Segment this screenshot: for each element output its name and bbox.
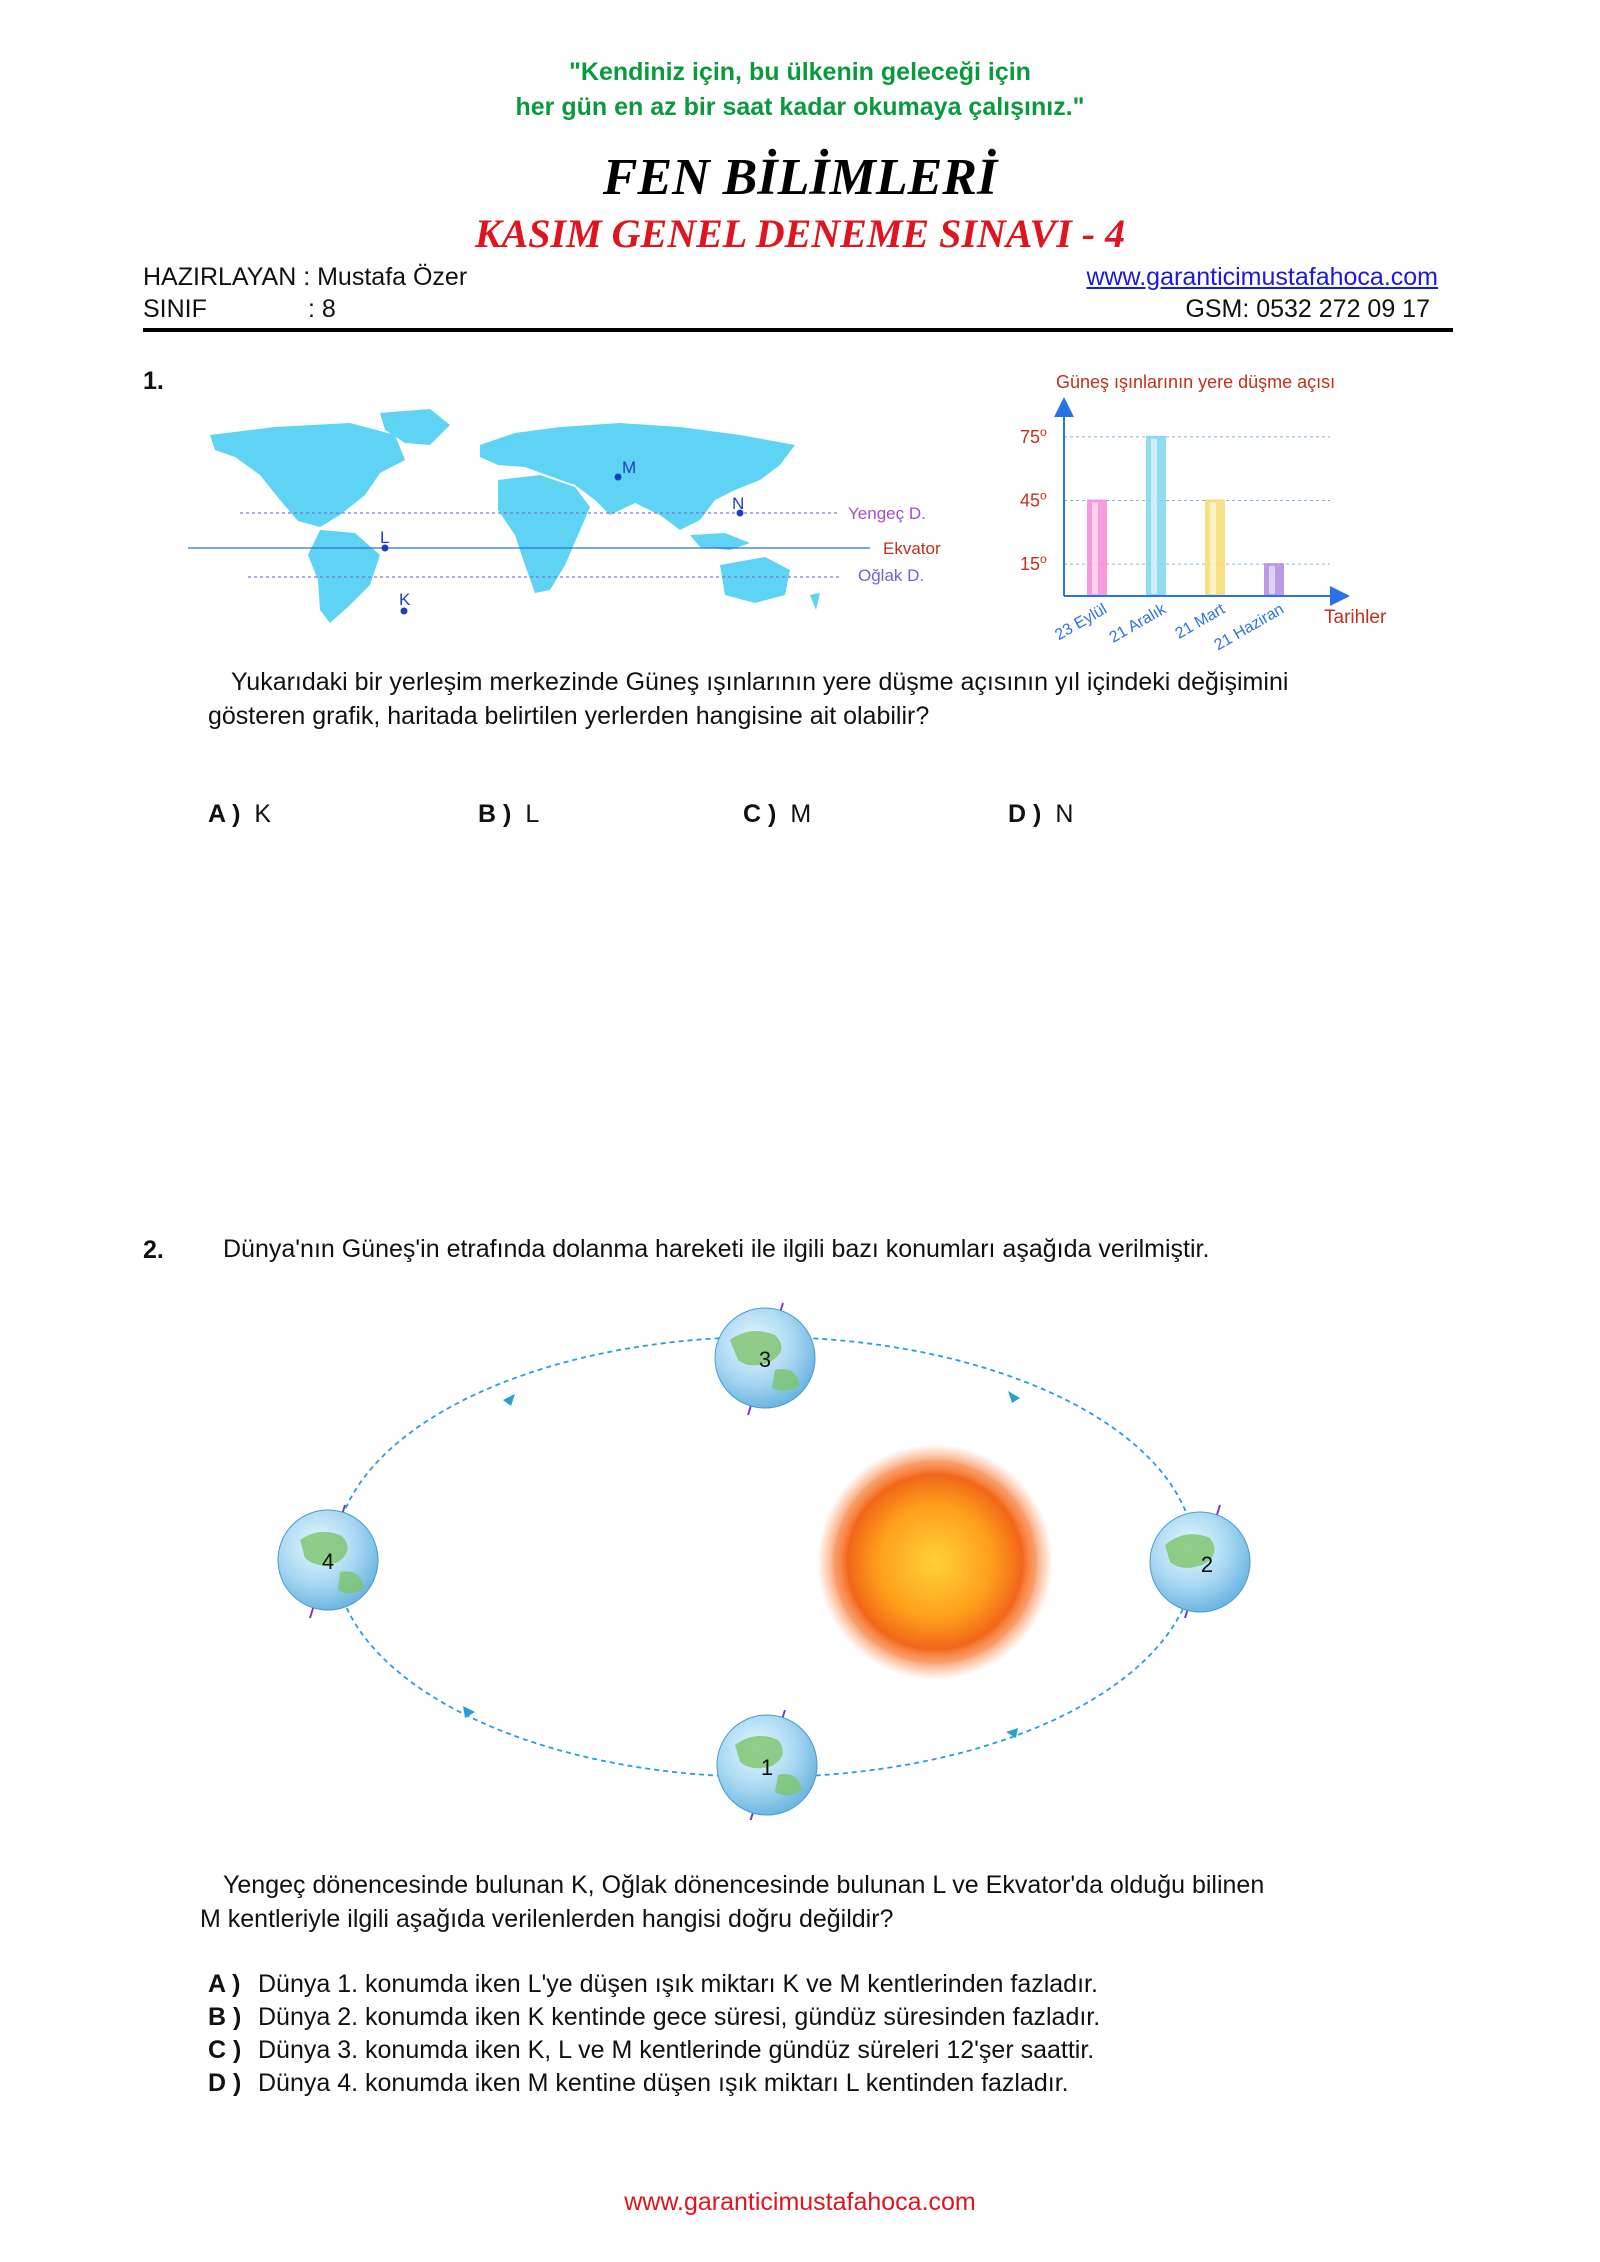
q1-number: 1. — [143, 367, 164, 395]
point-k-label: K — [399, 590, 411, 609]
exam-subtitle: KASIM GENEL DENEME SINAVI - 4 — [474, 211, 1126, 256]
page-title: FEN BİLİMLERİ — [602, 149, 998, 206]
q2-option-a-text: Dünya 1. konumda iken L'ye düşen ışık miktarı K ve M kentlerinden fazladır. — [258, 1970, 1098, 1998]
q2-option-d[interactable] — [208, 2067, 1069, 2100]
q2-option-c-text: Dünya 3. konumda iken K, L ve M kentlerinde gündüz süreleri 12'şer saattir. — [258, 2036, 1095, 2064]
chart-y-tick-label: 75$^o$ — [1020, 424, 1047, 447]
world-map — [180, 405, 960, 630]
point-n-label: N — [732, 494, 745, 513]
q1-option-c-text: M — [790, 800, 812, 828]
q2-intro: Dünya'nın Güneş'in etrafında dolanma hareketi ile ilgili bazı konumları aşağıda verilmiştir. — [223, 1235, 1210, 1263]
chart-bar-highlight — [1092, 503, 1098, 595]
earth-position-2 — [1150, 1505, 1250, 1618]
chart-bar-highlight — [1269, 566, 1275, 594]
label-equator: Ekvator — [883, 539, 941, 558]
prepared-by: HAZIRLAYAN : Mustafa Özer — [143, 263, 468, 291]
chart-x-ticks — [1052, 600, 1287, 654]
q2-option-d-text: Dünya 4. konumda iken M kentine düşen ışık miktarı L kentinden fazladır. — [258, 2069, 1069, 2097]
q1-text-line-2: gösteren grafik, haritada belirtilen yerlerden hangisine ait olabilir? — [208, 702, 930, 730]
q2-option-b-text: Dünya 2. konumda iken K kentinde gece süresi, gündüz süresinden fazladır. — [258, 2003, 1101, 2031]
continents — [210, 409, 820, 623]
point-m — [615, 474, 622, 481]
orbit-arrow-icon — [503, 1394, 515, 1406]
website-link[interactable]: www.garanticimustafahoca.com — [1086, 263, 1438, 291]
motto-line-2: her gün en az bir saat kadar okumaya çalışınız." — [515, 93, 1085, 121]
q1-option-a-text: K — [254, 800, 272, 828]
q1-option-b-text: L — [525, 800, 540, 828]
earth-2-label: 2 — [1200, 1552, 1214, 1577]
q2-number: 2. — [143, 1236, 164, 1264]
class-label: SINIF — [143, 295, 207, 323]
earth-1-label: 1 — [760, 1755, 774, 1780]
chart-x-tick-label: 23 Eylül — [1052, 600, 1110, 644]
label-tropic-capricorn: Oğlak D. — [858, 566, 925, 585]
q2-option-b[interactable] — [208, 2001, 1100, 2034]
earth-4-label: 4 — [321, 1549, 335, 1574]
q2-text-line-2: M kentleriyle ilgili aşağıda verilenlerden hangisi doğru değildir? — [200, 1905, 894, 1933]
q2-option-a-letter: A ) — [208, 1970, 241, 1998]
chart-y-tick-label: 45$^o$ — [1020, 488, 1047, 511]
q1-option-d-text: N — [1055, 800, 1074, 828]
q1-option-b[interactable] — [478, 800, 539, 829]
q1-option-a[interactable] — [208, 800, 271, 829]
orbit-arrow-icon — [1008, 1391, 1020, 1403]
q1-option-b-letter: B ) — [478, 800, 512, 828]
q1-option-d-letter: D ) — [1008, 800, 1042, 828]
q2-text-line-1: Yengeç dönencesinde bulunan K, Oğlak dönencesinde bulunan L ve Ekvator'da olduğu bilinen — [223, 1871, 1265, 1899]
angle-bar-chart — [1000, 365, 1420, 665]
q2-option-c-letter: C ) — [208, 2036, 242, 2064]
earth-position-1 — [717, 1710, 817, 1820]
q1-option-a-letter: A ) — [208, 800, 241, 828]
q1-text-line-1: Yukarıdaki bir yerleşim merkezinde Güneş ışınlarının yere düşme açısının yıl içindeki değişimini — [231, 668, 1289, 696]
point-l-label: L — [380, 528, 390, 547]
chart-x-label: Tarihler — [1324, 607, 1387, 628]
earth-position-3 — [715, 1303, 815, 1415]
class-value: : 8 — [308, 295, 336, 323]
sun-icon — [832, 1459, 1038, 1665]
point-m-label: M — [622, 458, 637, 477]
q1-option-d[interactable] — [1008, 800, 1073, 829]
chart-bar-highlight — [1151, 439, 1157, 594]
orbit-diagram — [260, 1300, 1280, 1820]
chart-bars — [1088, 437, 1283, 596]
header-divider — [143, 328, 1453, 332]
q2-option-b-letter: B ) — [208, 2003, 242, 2031]
chart-x-tick-label: 21 Mart — [1172, 600, 1228, 643]
motto-line-1: "Kendiniz için, bu ülkenin geleceği için — [569, 58, 1031, 86]
q1-option-c[interactable] — [743, 800, 811, 829]
q1-option-c-letter: C ) — [743, 800, 777, 828]
phone-number: GSM: 0532 272 09 17 — [1185, 295, 1430, 323]
label-tropic-cancer: Yengeç D. — [848, 504, 926, 523]
earth-3-label: 3 — [758, 1347, 772, 1372]
earth-position-4 — [278, 1505, 378, 1618]
q2-option-a[interactable] — [208, 1968, 1098, 2001]
footer-website[interactable]: www.garanticimustafahoca.com — [624, 2188, 976, 2216]
chart-title: Güneş ışınlarının yere düşme açısı — [1056, 372, 1336, 392]
q2-option-c[interactable] — [208, 2034, 1094, 2067]
chart-x-tick-label: 21 Aralık — [1106, 600, 1169, 647]
chart-x-tick-label: 21 Haziran — [1211, 600, 1287, 655]
chart-bar-highlight — [1210, 503, 1216, 595]
q2-option-d-letter: D ) — [208, 2069, 242, 2097]
chart-y-ticks — [1020, 425, 1047, 574]
chart-y-tick-label: 15$^o$ — [1020, 552, 1047, 575]
